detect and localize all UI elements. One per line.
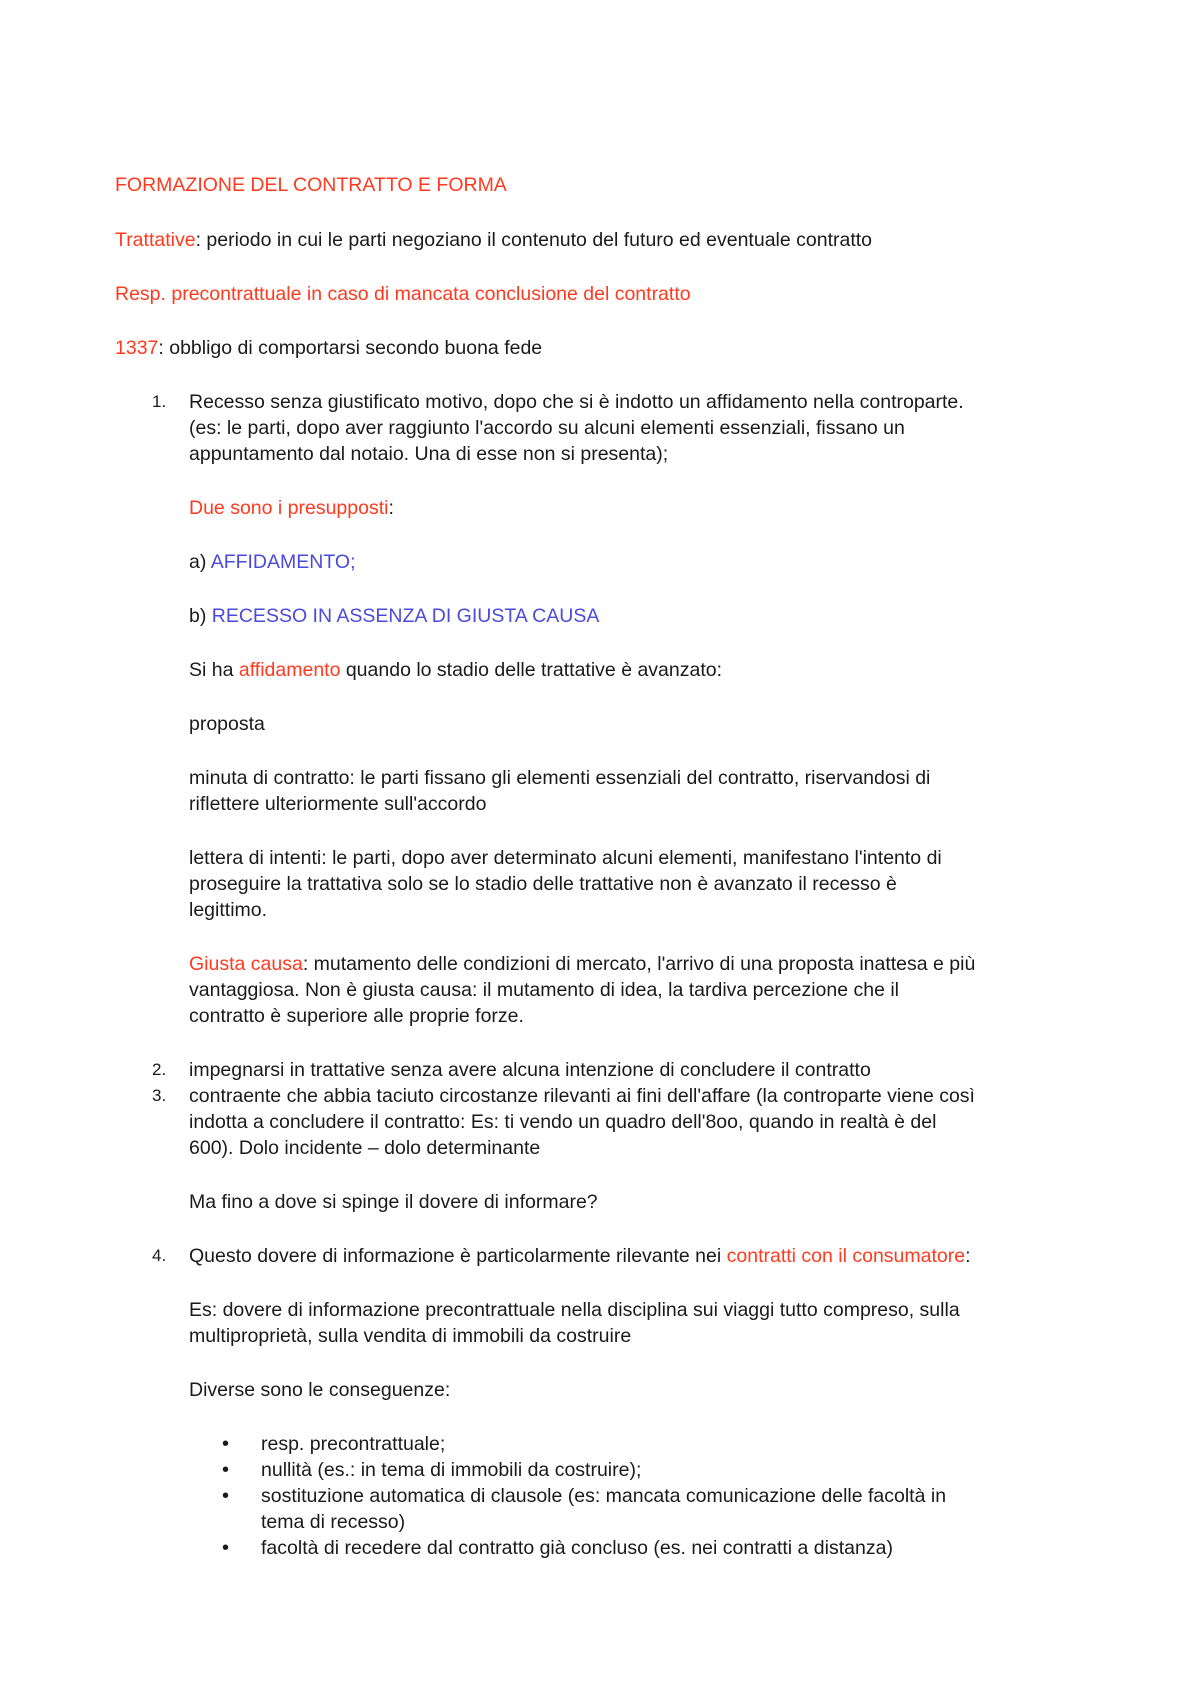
item3-question: Ma fino a dove si spinge il dovere di informare?	[189, 1191, 598, 1213]
presupposto-a-text: AFFIDAMENTO;	[210, 551, 356, 573]
item4-text-red: contratti con il consumatore	[726, 1245, 966, 1267]
presupposto-b-text: RECESSO IN ASSENZA DI GIUSTA CAUSA	[211, 605, 600, 627]
item1-number: 1.	[152, 392, 167, 411]
item4-text	[189, 1243, 971, 1269]
proposta-paragraph: proposta	[189, 713, 265, 735]
lettera-line-1: lettera di intenti: le parti, dopo aver determinato alcuni elementi, manifestano l'intento di	[189, 847, 942, 869]
presupposto-a	[189, 549, 356, 575]
presupposti-label: Due sono i presupposti	[189, 497, 389, 519]
conseguenze-heading: Diverse sono le conseguenze:	[189, 1379, 451, 1401]
trattative-paragraph	[115, 227, 872, 253]
bullet-2: •	[222, 1459, 230, 1481]
item2-number: 2.	[152, 1060, 167, 1079]
bullet-1: •	[222, 1433, 230, 1455]
presupposto-b	[189, 603, 599, 629]
art1337-text: : obbligo di comportarsi secondo buona fede	[158, 337, 543, 359]
item1-line-1: Recesso senza giustificato motivo, dopo che si è indotto un affidamento nella controparte.	[189, 391, 964, 413]
trattative-label: Trattative	[115, 229, 196, 251]
minuta-line-2: riflettere ulteriormente sull'accordo	[189, 793, 487, 815]
affidamento-pre: Si ha	[189, 659, 239, 681]
affidamento-post: quando lo stadio delle trattative è avanzato:	[340, 659, 723, 681]
art1337-label: 1337	[115, 337, 159, 359]
presupposto-b-prefix: b)	[189, 605, 212, 627]
giusta-line-3: contratto è superiore alle proprie forze.	[189, 1005, 524, 1027]
item3-number: 3.	[152, 1086, 167, 1105]
resp-heading: Resp. precontrattuale in caso di mancata conclusione del contratto	[115, 283, 691, 305]
lettera-line-3: legittimo.	[189, 899, 268, 921]
bullet-text-2: nullità (es.: in tema di immobili da costruire);	[261, 1459, 642, 1481]
item4-number: 4.	[152, 1246, 167, 1265]
item3-line-2: indotta a concludere il contratto: Es: ti vendo un quadro dell'8oo, quando in realtà è del	[189, 1111, 937, 1133]
giusta-line1-rest: : mutamento delle condizioni di mercato, l'arrivo di una proposta inattesa e più	[302, 953, 976, 975]
affidamento-paragraph	[189, 657, 722, 683]
item3-line-3: 600). Dolo incidente – dolo determinante	[189, 1137, 541, 1159]
item3-line-1: contraente che abbia taciuto circostanze rilevanti ai fini dell'affare (la controparte viene così	[189, 1085, 975, 1107]
item4-es-line-2: multiproprietà, sulla vendita di immobili da costruire	[189, 1325, 632, 1347]
item1-line-3: appuntamento dal notaio. Una di esse non si presenta);	[189, 443, 669, 465]
presupposti-heading	[189, 495, 394, 521]
bullet-text-3-cont: tema di recesso)	[261, 1511, 406, 1533]
bullet-text-3: sostituzione automatica di clausole (es: mancata comunicazione delle facoltà in	[261, 1485, 947, 1507]
minuta-line-1: minuta di contratto: le parti fissano gli elementi essenziali del contratto, riservandosi di	[189, 767, 931, 789]
item4-text-pre: Questo dovere di informazione è particolarmente rilevante nei	[189, 1245, 727, 1267]
item1-line-2: (es: le parti, dopo aver raggiunto l'accordo su alcuni elementi essenziali, fissano un	[189, 417, 905, 439]
bullet-text-1: resp. precontrattuale;	[261, 1433, 446, 1455]
presupposti-colon: :	[388, 497, 394, 519]
bullet-3: •	[222, 1485, 230, 1507]
giusta-line-1	[189, 951, 975, 977]
document-title: FORMAZIONE DEL CONTRATTO E FORMA	[115, 174, 507, 196]
art1337-paragraph	[115, 335, 542, 361]
bullet-text-4: facoltà di recedere dal contratto già concluso (es. nei contratti a distanza)	[261, 1537, 893, 1559]
trattative-text: : periodo in cui le parti negoziano il contenuto del futuro ed eventuale contratto	[195, 229, 873, 251]
item4-es-line-1: Es: dovere di informazione precontrattuale nella disciplina sui viaggi tutto compreso, sulla	[189, 1299, 960, 1321]
affidamento-word: affidamento	[238, 659, 341, 681]
item4-text-post: :	[965, 1245, 971, 1267]
lettera-line-2: proseguire la trattativa solo se lo stadio delle trattative non è avanzato il recesso è	[189, 873, 897, 895]
bullet-4: •	[222, 1537, 230, 1559]
item2-text: impegnarsi in trattative senza avere alcuna intenzione di concludere il contratto	[189, 1059, 871, 1081]
presupposto-a-prefix: a)	[189, 551, 211, 573]
giusta-line-2: vantaggiosa. Non è giusta causa: il mutamento di idea, la tardiva percezione che il	[189, 979, 899, 1001]
giusta-label: Giusta causa	[189, 953, 303, 975]
